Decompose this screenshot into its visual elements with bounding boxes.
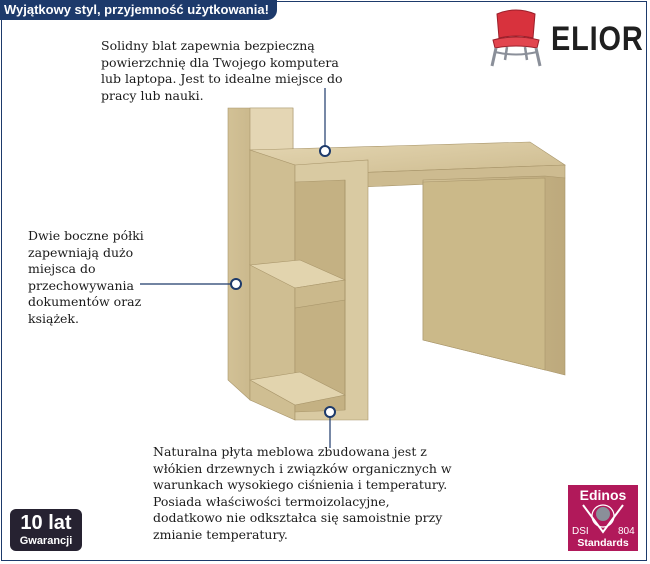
callout-line: dokumentów oraz <box>28 294 142 309</box>
callout-line: Solidny blat zapewnia bezpieczną <box>101 38 315 53</box>
callout-marker-bottom <box>325 407 335 448</box>
callout-line: zmianie temperatury. <box>153 526 288 542</box>
callout-line: warunkach wysokiego ciśnienia i temperatury. <box>153 477 448 492</box>
edinos-left-text: DSI <box>572 526 589 537</box>
callout-line: przechowywania <box>28 277 134 293</box>
edinos-bottom-text: Standards <box>577 537 629 549</box>
callout-line: włókien drzewnych i związków organicznych w <box>153 460 452 476</box>
brand-name: ELIOR <box>551 20 644 58</box>
header-tagline: Wyjątkowy styl, przyjemność użytkowania! <box>0 0 277 20</box>
callout-line: pracy lub nauki. <box>101 87 204 103</box>
edinos-right-text: 804 <box>618 526 635 537</box>
edinos-title: Edinos <box>579 487 627 503</box>
warranty-badge <box>10 509 82 551</box>
callout-line: Posiada właściwości termoizolacyjne, <box>153 493 390 509</box>
callout-line: zapewniają dużo <box>28 244 134 260</box>
warranty-label: Gwarancji <box>19 535 73 547</box>
callout-line: powierzchnię dla Twojego komputera <box>101 54 339 70</box>
callout-side-shelves <box>28 228 198 327</box>
callout-material <box>153 444 493 543</box>
callout-line: książek. <box>28 310 79 326</box>
callout-line: Dwie boczne półki <box>28 228 144 243</box>
callout-desktop-surface <box>101 38 371 104</box>
callout-line: lub laptopa. Jest to idealne miejsce do <box>101 71 343 86</box>
edinos-standards-badge <box>568 485 638 551</box>
warranty-years: 10 lat <box>20 512 72 534</box>
callout-line: miejsca do <box>28 261 96 276</box>
callout-line: Naturalna płyta meblowa zbudowana jest z <box>153 444 427 459</box>
callout-line: dodatkowo nie odkształca się samoistnie przy <box>153 510 443 525</box>
